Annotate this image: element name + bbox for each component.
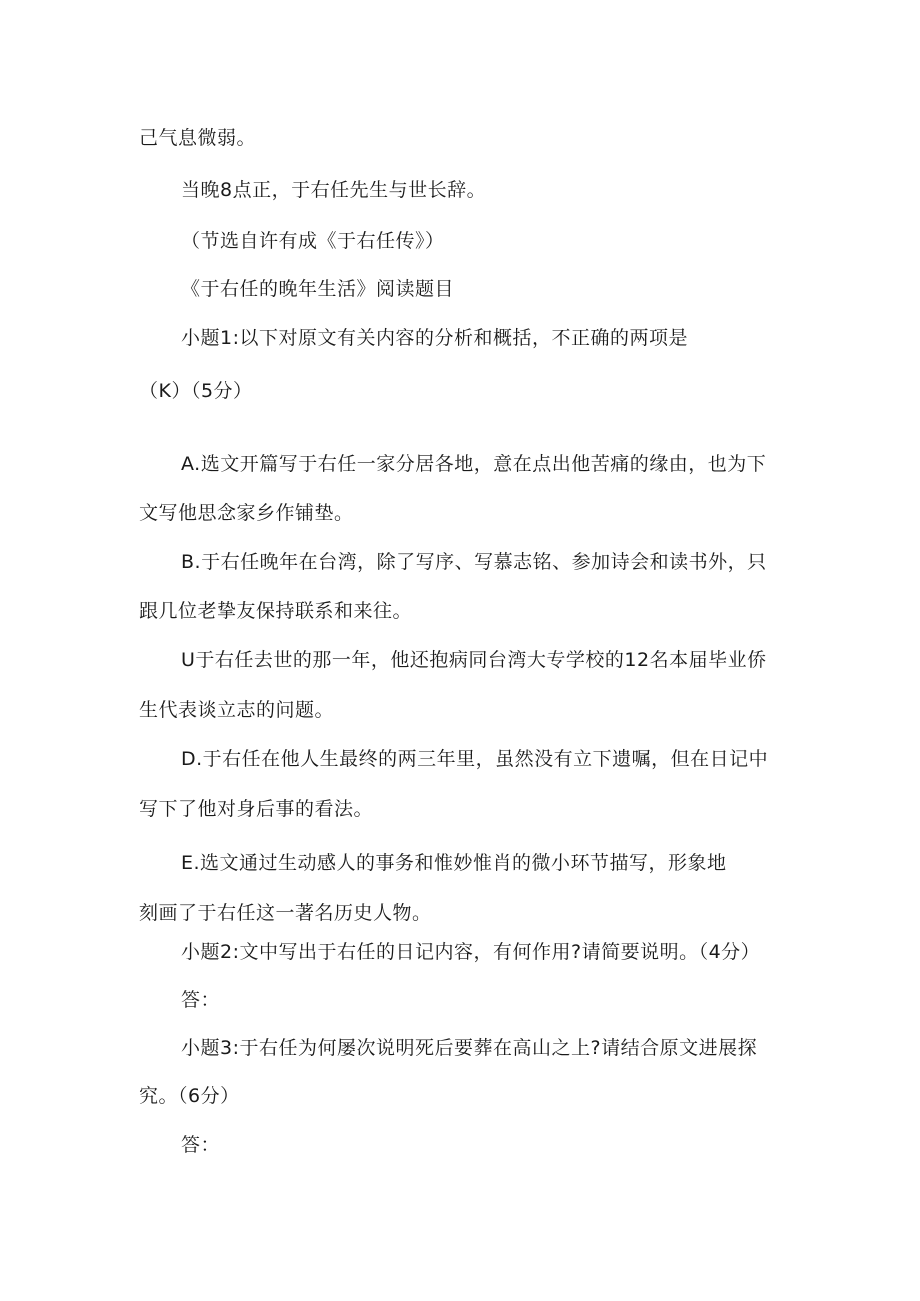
option-e-cont: 刻画了于右任这一著名历史人物。: [139, 902, 432, 924]
question-2: 小题2:文中写出于右任的日记内容，有何作用?请简要说明。（4分）: [181, 941, 761, 963]
answer-2-label: 答：: [181, 989, 221, 1011]
option-a: A.选文开篇写于右任一家分居各地，意在点出他苦痛的缘由，也为下: [181, 453, 767, 475]
option-c: U于右任去世的那一年，他还抱病同台湾大专学校的12名本届毕业侨: [181, 649, 767, 671]
option-e: E.选文通过生动感人的事务和惟妙惟肖的微小环节描写，形象地: [181, 852, 727, 874]
source-citation: （节选自许有成《于右任传》）: [181, 230, 445, 252]
answer-3-label: 答：: [181, 1134, 221, 1156]
question-1-answer-score: （K）（5分）: [139, 380, 253, 402]
option-c-cont: 生代表谈立志的问题。: [139, 699, 335, 721]
text-line: 己气息微弱。: [139, 127, 257, 149]
option-b: B.于右任晚年在台湾，除了写序、写慕志铭、参加诗会和读书外，只: [181, 551, 767, 573]
option-b-cont: 跟几位老挚友保持联系和来往。: [139, 600, 413, 622]
question-3: 小题3:于右任为何屡次说明死后要葬在高山之上?请结合原文进展探: [181, 1037, 758, 1059]
option-d-cont: 写下了他对身后事的看法。: [139, 798, 374, 820]
question-1: 小题1:以下对原文有关内容的分析和概括，不正确的两项是: [181, 327, 688, 349]
option-a-cont: 文写他思念家乡作铺垫。: [139, 502, 354, 524]
question-3-cont: 究。（6分）: [139, 1085, 240, 1107]
section-heading: 《于右任的晚年生活》阅读题目: [181, 278, 455, 300]
option-d: D.于右任在他人生最终的两三年里，虽然没有立下遗嘱，但在日记中: [181, 748, 769, 770]
text-line: 当晚8点正，于右任先生与世长辞。: [181, 179, 487, 201]
